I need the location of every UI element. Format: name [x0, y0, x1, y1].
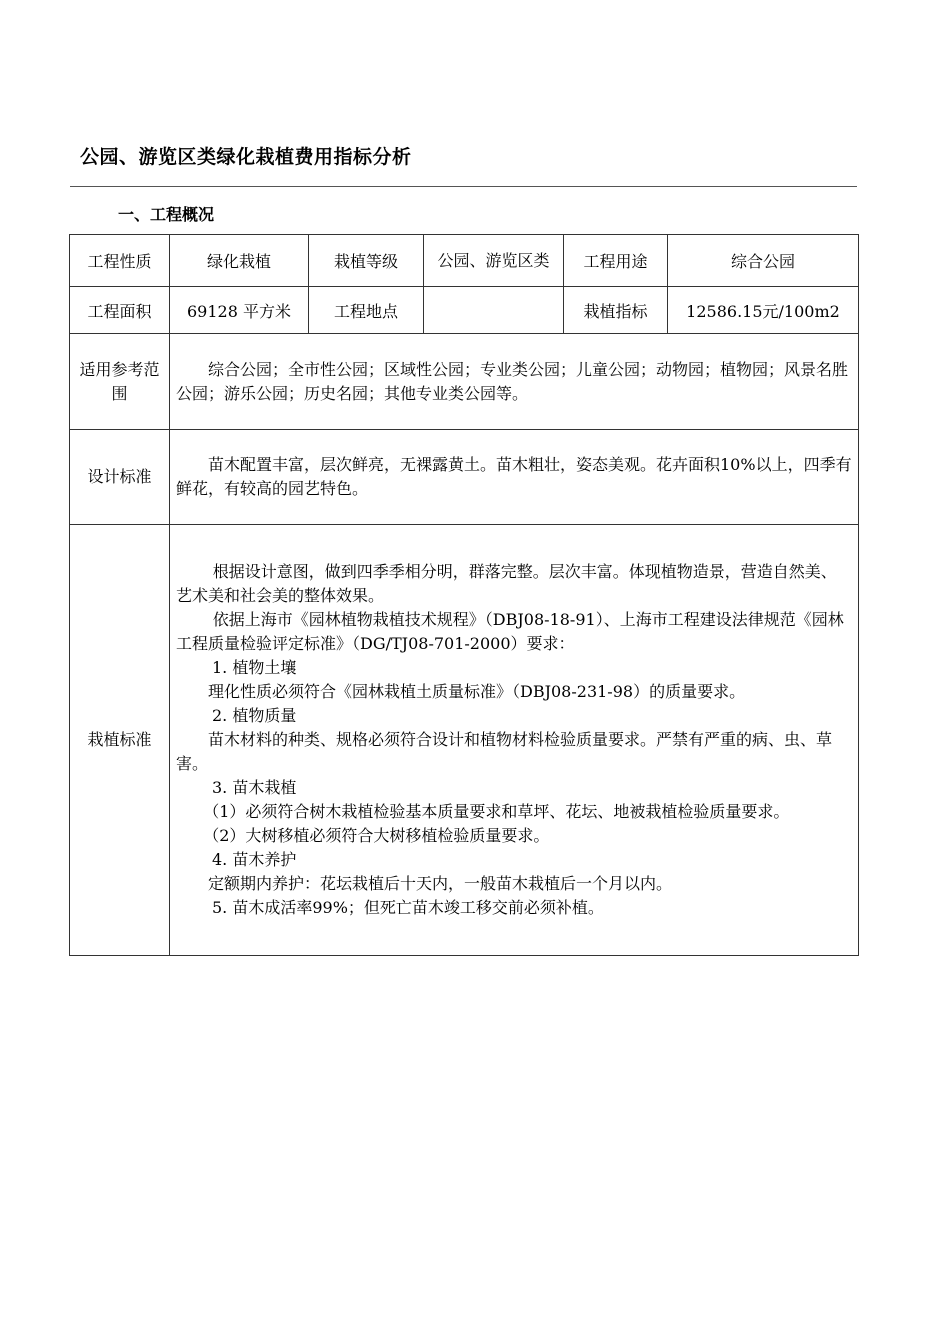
- design-standard-text: 苗木配置丰富，层次鲜亮，无裸露黄土。苗木粗壮，姿态美观。花卉面积10%以上，四季有鲜花，有较高的园艺特色。: [176, 455, 852, 498]
- planting-item-text: （2）大树移植必须符合大树移植检验质量要求。: [203, 826, 550, 845]
- planting-item-heading: 5. 苗木成活率99%；但死亡苗木竣工移交前必须补植。: [212, 898, 604, 917]
- section-heading: 一、工程概况: [118, 205, 215, 224]
- table-row: [70, 525, 859, 956]
- design-standard-label: 设计标准: [70, 430, 170, 525]
- project-use-label: 工程用途: [564, 235, 668, 287]
- planting-item-heading: 1. 植物土壤: [212, 658, 297, 677]
- planting-item-text: （1）必须符合树木栽植检验基本质量要求和草坪、花坛、地被栽植检验质量要求。: [203, 802, 790, 821]
- project-location-label: 工程地点: [309, 287, 424, 334]
- scope-text: 综合公园；全市性公园；区域性公园；专业类公园；儿童公园；动物园；植物园；风景名胜公园；游乐公园；历史名园；其他专业类公园等。: [176, 359, 849, 403]
- project-overview-table: [69, 234, 859, 956]
- table-row: [70, 334, 859, 430]
- planting-grade-label: 栽植等级: [309, 235, 424, 287]
- planting-item-heading: 4. 苗木养护: [212, 850, 297, 869]
- planting-standard-label: 栽植标准: [70, 525, 170, 956]
- planting-paragraph: 根据设计意图，做到四季季相分明，群落完整。层次丰富。体现植物造景，营造自然美、艺术美和社会美的整体效果。: [176, 562, 837, 605]
- project-nature-value: 绿化栽植: [170, 235, 309, 287]
- project-use-value: 综合公园: [668, 235, 859, 287]
- project-location-value: [424, 287, 564, 334]
- page-title: 公园、游览区类绿化栽植费用指标分析: [80, 146, 412, 168]
- project-area-value: 69128 平方米: [170, 287, 309, 334]
- table-row: [70, 235, 859, 287]
- planting-index-label: 栽植指标: [564, 287, 668, 334]
- title-divider: [70, 186, 857, 187]
- planting-grade-value: 公园、游览区类: [424, 235, 564, 287]
- table-row: [70, 287, 859, 334]
- planting-item-text: 苗木材料的种类、规格必须符合设计和植物材料检验质量要求。严禁有严重的病、虫、草害。: [176, 730, 833, 773]
- project-area-label: 工程面积: [70, 287, 170, 334]
- planting-standard-cell: [170, 525, 859, 956]
- scope-label: 适用参考范围: [70, 334, 170, 430]
- project-nature-label: 工程性质: [70, 235, 170, 287]
- planting-item-text: 定额期内养护：花坛栽植后十天内，一般苗木栽植后一个月以内。: [208, 874, 673, 893]
- planting-paragraph: 依据上海市《园林植物栽植技术规程》（DBJ08-18-91）、上海市工程建设法律规范《园林工程质量检验评定标准》（DG/TJ08-701-2000）要求：: [176, 610, 844, 653]
- table-row: [70, 430, 859, 525]
- planting-item-text: 理化性质必须符合《园林栽植土质量标准》（DBJ08-231-98）的质量要求。: [208, 682, 746, 701]
- planting-item-heading: 2. 植物质量: [212, 706, 297, 725]
- planting-index-value: 12586.15元/100m2: [668, 287, 859, 334]
- planting-item-heading: 3. 苗木栽植: [212, 778, 297, 797]
- scope-cell: [170, 334, 859, 430]
- design-standard-cell: [170, 430, 859, 525]
